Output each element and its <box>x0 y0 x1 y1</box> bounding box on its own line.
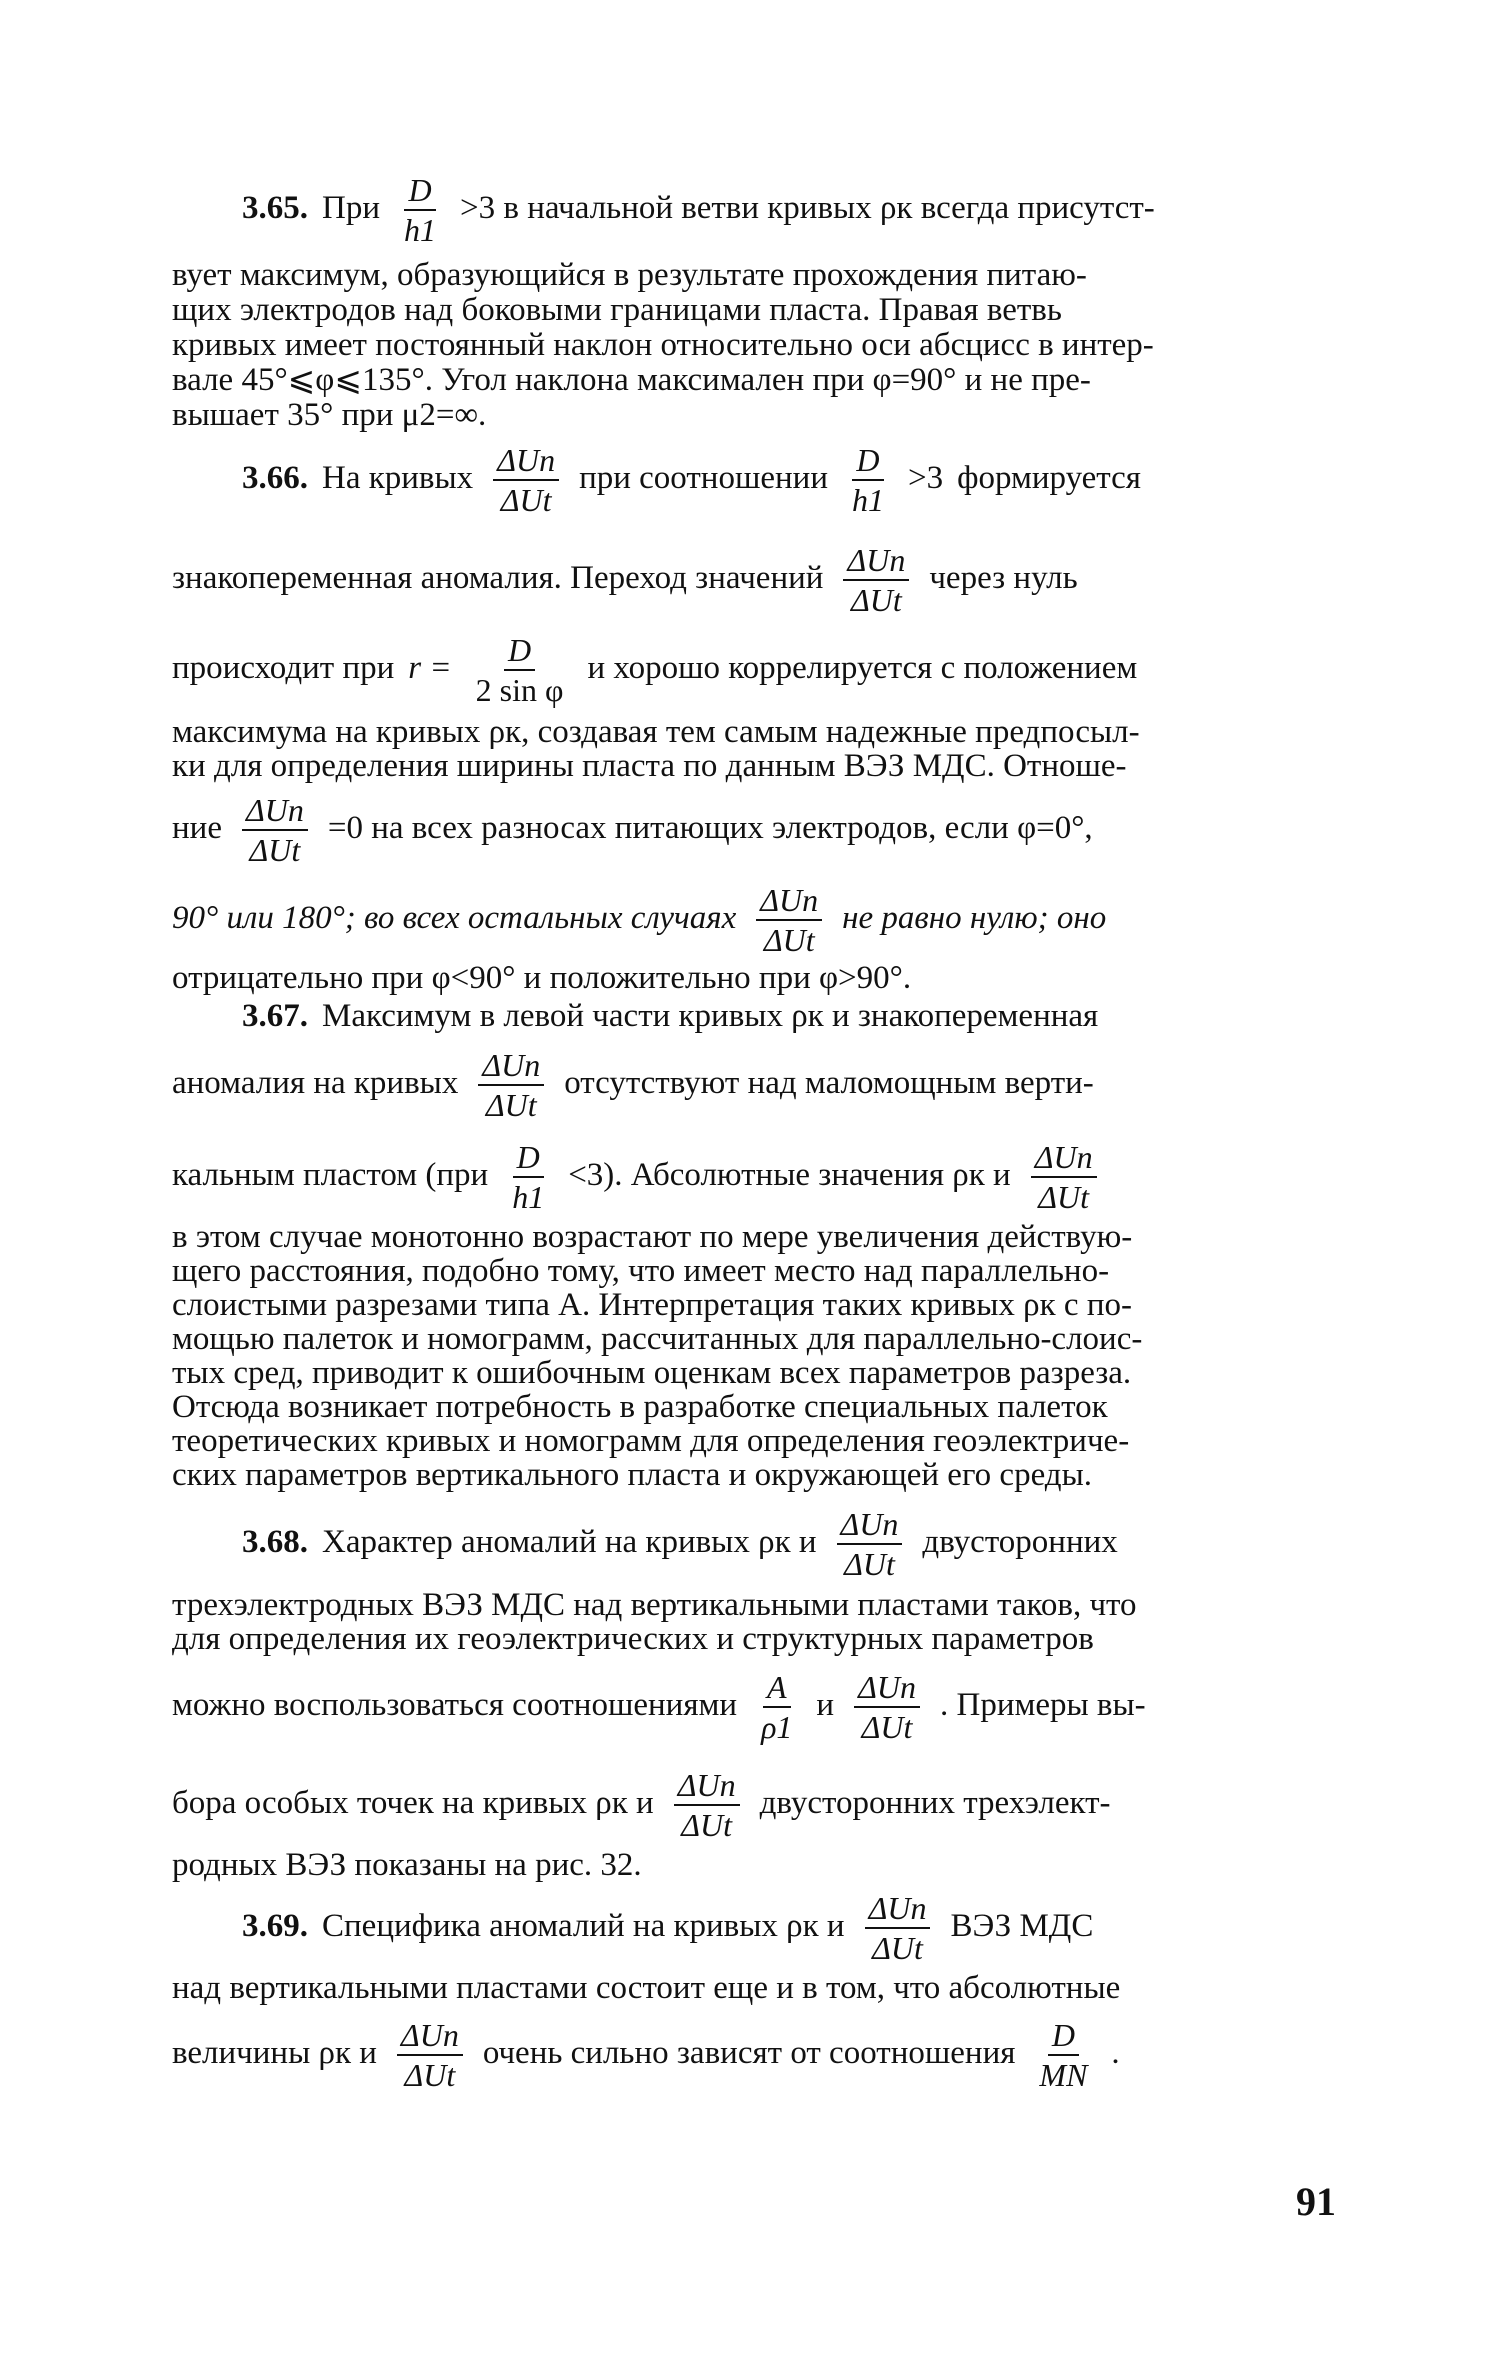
text-run: знакопеременная аномалия. Переход значений <box>172 560 824 596</box>
fraction-numerator: ΔUn <box>1031 1141 1097 1178</box>
fraction <box>757 1671 796 1743</box>
fraction-numerator: D <box>504 634 535 671</box>
text-run: двусторонних трехэлект- <box>759 1785 1111 1821</box>
text-run: 90° или 180°; во всех остальных случаях <box>172 900 737 936</box>
text-run: кривых имеет постоянный наклон относительно оси абсцисс в интер- <box>172 327 1154 363</box>
text-run: Отсюда возникает потребность в разработке специальных палеток <box>172 1389 1108 1425</box>
fraction-denominator: h1 <box>851 482 884 518</box>
fraction-denominator: ΔUt <box>485 1087 537 1123</box>
fraction-numerator: ΔUn <box>242 794 308 831</box>
text-run: r = <box>408 650 452 686</box>
fraction <box>865 1892 931 1964</box>
text-run: . Примеры вы- <box>939 1687 1146 1723</box>
text-run: при соотношении <box>579 460 828 496</box>
text-run: происходит при <box>172 650 395 686</box>
text-run: и хорошо коррелируется с положением <box>587 650 1138 686</box>
text-run: ВЭЗ МДС <box>950 1908 1094 1944</box>
fraction-denominator: ΔUt <box>681 1807 733 1843</box>
fraction <box>837 1508 903 1580</box>
text-run: бора особых точек на кривых ρк и <box>172 1785 654 1821</box>
fraction-numerator: ΔUn <box>837 1508 903 1545</box>
text-run: ских параметров вертикального пласта и окружающей его среды. <box>172 1457 1092 1493</box>
fraction-denominator: ΔUt <box>249 832 301 868</box>
fraction-denominator: ΔUt <box>872 1930 923 1966</box>
text-run: . <box>1111 2035 1120 2071</box>
text-run: Специфика аномалий на кривых ρк и <box>322 1908 845 1944</box>
fraction-denominator: h1 <box>512 1179 545 1215</box>
p365-line-1 <box>172 172 1330 248</box>
fraction-denominator: ΔUt <box>500 482 552 518</box>
text-run: На кривых <box>322 460 474 496</box>
text-run: вале 45°⩽φ⩽135°. Угол наклона максимален при φ=90° и не пре- <box>172 362 1091 398</box>
text-run: слоистыми разрезами типа А. Интерпретация таких кривых ρк с по- <box>172 1287 1132 1323</box>
text-run: тых сред, приводит к ошибочным оценкам всех параметров разреза. <box>172 1355 1132 1391</box>
fraction-numerator: D <box>1048 2019 1079 2056</box>
fraction <box>756 884 822 956</box>
text-run: >3 в начальной ветви кривых ρк всегда присутст- <box>460 190 1155 226</box>
text-run: над вертикальными пластами состоит еще и в том, что абсолютные <box>172 1970 1121 2006</box>
text-run: трехэлектродных ВЭЗ МДС над вертикальными пластами таков, что <box>172 1587 1137 1623</box>
fraction <box>508 1141 548 1213</box>
p368-line-5 <box>172 1767 1330 1843</box>
p369-line-1 <box>172 1890 1330 1966</box>
fraction <box>843 544 909 616</box>
fraction-numerator: D <box>852 444 883 481</box>
fraction <box>397 2019 463 2091</box>
p366-line-2 <box>172 542 1330 618</box>
p366-line-1 <box>172 442 1330 518</box>
fraction <box>478 1049 544 1121</box>
fraction-numerator: D <box>404 174 435 211</box>
text-run: и <box>816 1687 835 1723</box>
fraction-numerator: ΔUn <box>843 544 909 581</box>
fraction-numerator: ΔUn <box>865 1892 931 1929</box>
p367-line-1 <box>172 996 1330 1036</box>
text-run: <3). Абсолютные значения ρк и <box>568 1157 1011 1193</box>
text-run: Характер аномалий на кривых ρк и <box>322 1524 817 1560</box>
fraction-denominator: ΔUt <box>1038 1179 1090 1215</box>
text-line <box>172 1619 1330 1659</box>
text-run: При <box>322 190 380 226</box>
text-run: Максимум в левой части кривых ρк и знакопеременная <box>322 998 1099 1034</box>
text-line <box>172 958 1330 998</box>
text-run: =0 на всех разносах питающих электродов, если φ=0°, <box>327 810 1093 846</box>
text-line <box>172 360 1330 400</box>
p367-line-3 <box>172 1139 1330 1215</box>
fraction-denominator: ΔUt <box>763 922 815 958</box>
fraction <box>848 444 888 516</box>
text-run: аномалия на кривых <box>172 1065 459 1101</box>
text-run: щего расстояния, подобно тому, что имеет место над параллельно- <box>172 1253 1110 1289</box>
fraction-denominator: ΔUt <box>850 582 902 618</box>
text-line <box>172 746 1330 786</box>
text-run: кальным пластом (при <box>172 1157 489 1193</box>
text-run: мощью палеток и номограмм, рассчитанных для параллельно-слоис- <box>172 1321 1143 1357</box>
text-run: ние <box>172 810 222 846</box>
section-number: 3.67. <box>242 998 308 1034</box>
p368-line-1 <box>172 1506 1330 1582</box>
p369-line-3 <box>172 2017 1330 2093</box>
text-run: двусторонних <box>922 1524 1118 1560</box>
fraction-denominator: 2 sin φ <box>475 672 564 708</box>
text-run: отрицательно при φ<90° и положительно при φ>90°. <box>172 960 912 996</box>
text-line <box>172 395 1330 435</box>
fraction <box>400 174 440 246</box>
text-run: вует максимум, образующийся в результате прохождения питаю- <box>172 257 1087 293</box>
text-run: вышает 35° при μ2=∞. <box>172 397 487 433</box>
fraction-numerator: ΔUn <box>674 1769 740 1806</box>
text-run: щих электродов над боковыми границами пласта. Правая ветвь <box>172 292 1062 328</box>
p366-line-3 <box>172 632 1330 708</box>
fraction <box>242 794 308 866</box>
p366-line-7 <box>172 882 1330 958</box>
fraction <box>472 634 568 706</box>
fraction <box>493 444 559 516</box>
fraction-numerator: A <box>763 1671 791 1708</box>
fraction-numerator: ΔUn <box>478 1049 544 1086</box>
fraction-denominator: ΔUt <box>844 1546 895 1582</box>
fraction-denominator: ΔUt <box>861 1709 913 1745</box>
text-run: родных ВЭЗ показаны на рис. 32. <box>172 1847 642 1883</box>
text-line <box>172 255 1330 295</box>
fraction-denominator: ρ1 <box>761 1709 793 1745</box>
text-run: для определения их геоэлектрических и структурных параметров <box>172 1621 1094 1657</box>
text-run: через нуль <box>929 560 1078 596</box>
fraction-numerator: ΔUn <box>493 444 559 481</box>
text-line <box>172 1455 1330 1495</box>
p367-line-2 <box>172 1047 1330 1123</box>
text-line <box>172 325 1330 365</box>
text-line <box>172 1968 1330 2008</box>
text-run: не равно нулю; оно <box>842 900 1107 936</box>
section-number: 3.68. <box>242 1524 308 1560</box>
text-run: в этом случае монотонно возрастают по мере увеличения действую- <box>172 1219 1133 1255</box>
fraction <box>854 1671 920 1743</box>
fraction-denominator: h1 <box>404 212 436 248</box>
fraction-numerator: ΔUn <box>756 884 822 921</box>
text-run: величины ρк и <box>172 2035 377 2071</box>
text-run: >3 <box>907 460 944 496</box>
fraction-denominator: ΔUt <box>404 2057 456 2093</box>
text-run: можно воспользоваться соотношениями <box>172 1687 738 1723</box>
section-number: 3.65. <box>242 190 308 226</box>
text-run: ки для определения ширины пласта по данным ВЭЗ МДС. Отноше- <box>172 748 1127 784</box>
fraction <box>1031 1141 1097 1213</box>
p366-line-6 <box>172 792 1330 868</box>
fraction <box>674 1769 740 1841</box>
text-run: отсутствуют над маломощным верти- <box>564 1065 1094 1101</box>
section-number: 3.69. <box>242 1908 308 1944</box>
text-line <box>172 290 1330 330</box>
text-run: максимума на кривых ρк, создавая тем самым надежные предпосыл- <box>172 714 1140 750</box>
section-number: 3.66. <box>242 460 308 496</box>
fraction-numerator: D <box>513 1141 544 1178</box>
fraction-numerator: ΔUn <box>854 1671 920 1708</box>
text-run: теоретических кривых и номограмм для определения геоэлектриче- <box>172 1423 1130 1459</box>
text-line <box>172 1845 1330 1885</box>
text-run: очень сильно зависят от соотношения <box>482 2035 1016 2071</box>
page-number: 91 <box>1296 2179 1336 2224</box>
text-run: формируется <box>957 460 1141 496</box>
fraction <box>1035 2019 1091 2091</box>
fraction-numerator: ΔUn <box>397 2019 463 2056</box>
fraction-denominator: MN <box>1039 2057 1088 2093</box>
